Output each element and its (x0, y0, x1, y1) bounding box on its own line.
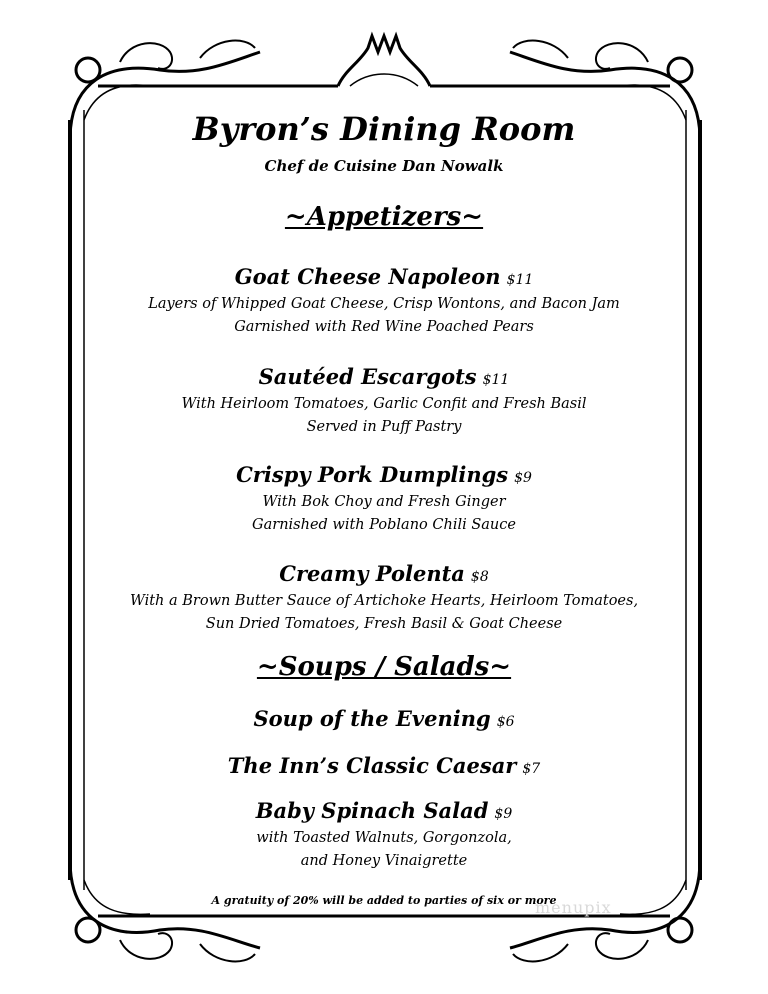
item-price: $11 (482, 372, 510, 388)
restaurant-title: Byron’s Dining Room (192, 110, 576, 148)
item-name: The Inn’s Classic Caesar (227, 753, 517, 778)
item-name: Crispy Pork Dumplings (236, 462, 509, 487)
item-name: Creamy Polenta (279, 561, 465, 586)
item-price: $11 (506, 272, 534, 288)
gratuity-note: A gratuity of 20% will be added to parties of six or more (211, 894, 557, 907)
item-price: $9 (494, 806, 513, 822)
item-name: Soup of the Evening (253, 706, 491, 731)
section-heading-appetizers: ~Appetizers~ (284, 202, 484, 232)
item-description: with Toasted Walnuts, Gorgonzola, (256, 830, 512, 846)
item-price: $9 (514, 470, 532, 486)
item-description: Sun Dried Tomatoes, Fresh Basil & Goat Cheese (205, 616, 563, 632)
menu-item-baby-spinach-salad (0, 798, 768, 873)
item-description: With Bok Choy and Fresh Ginger (262, 494, 506, 510)
item-description: Garnished with Red Wine Poached Pears (234, 319, 534, 335)
item-description: Served in Puff Pastry (306, 419, 462, 435)
item-description: With Heirloom Tomatoes, Garlic Confit and Fresh Basil (181, 396, 587, 412)
item-description: Garnished with Poblano Chili Sauce (252, 517, 516, 533)
item-description: Layers of Whipped Goat Cheese, Crisp Wontons, and Bacon Jam (148, 296, 620, 312)
menu-item-creamy-polenta (0, 561, 768, 636)
item-price: $7 (522, 761, 541, 777)
menu-item-soup-of-the-evening (0, 706, 768, 735)
item-description: With a Brown Butter Sauce of Artichoke Hearts, Heirloom Tomatoes, (129, 593, 639, 609)
item-price: $8 (470, 569, 489, 585)
item-description: and Honey Vinaigrette (300, 853, 468, 869)
menu-item-classic-caesar (0, 753, 768, 782)
item-name: Goat Cheese Napoleon (234, 264, 501, 289)
item-name: Baby Spinach Salad (255, 798, 489, 823)
section-heading-soups-salads: ~Soups / Salads~ (256, 652, 512, 682)
menu-item-goat-cheese-napoleon (0, 264, 768, 339)
menu-item-crispy-pork-dumplings (0, 462, 768, 537)
item-price: $6 (496, 714, 515, 730)
menu-item-sauteed-escargots (0, 364, 768, 439)
watermark: menupix (535, 898, 612, 917)
item-name: Sautéed Escargots (258, 364, 477, 389)
chef-name: Chef de Cuisine Dan Nowalk (264, 157, 504, 175)
